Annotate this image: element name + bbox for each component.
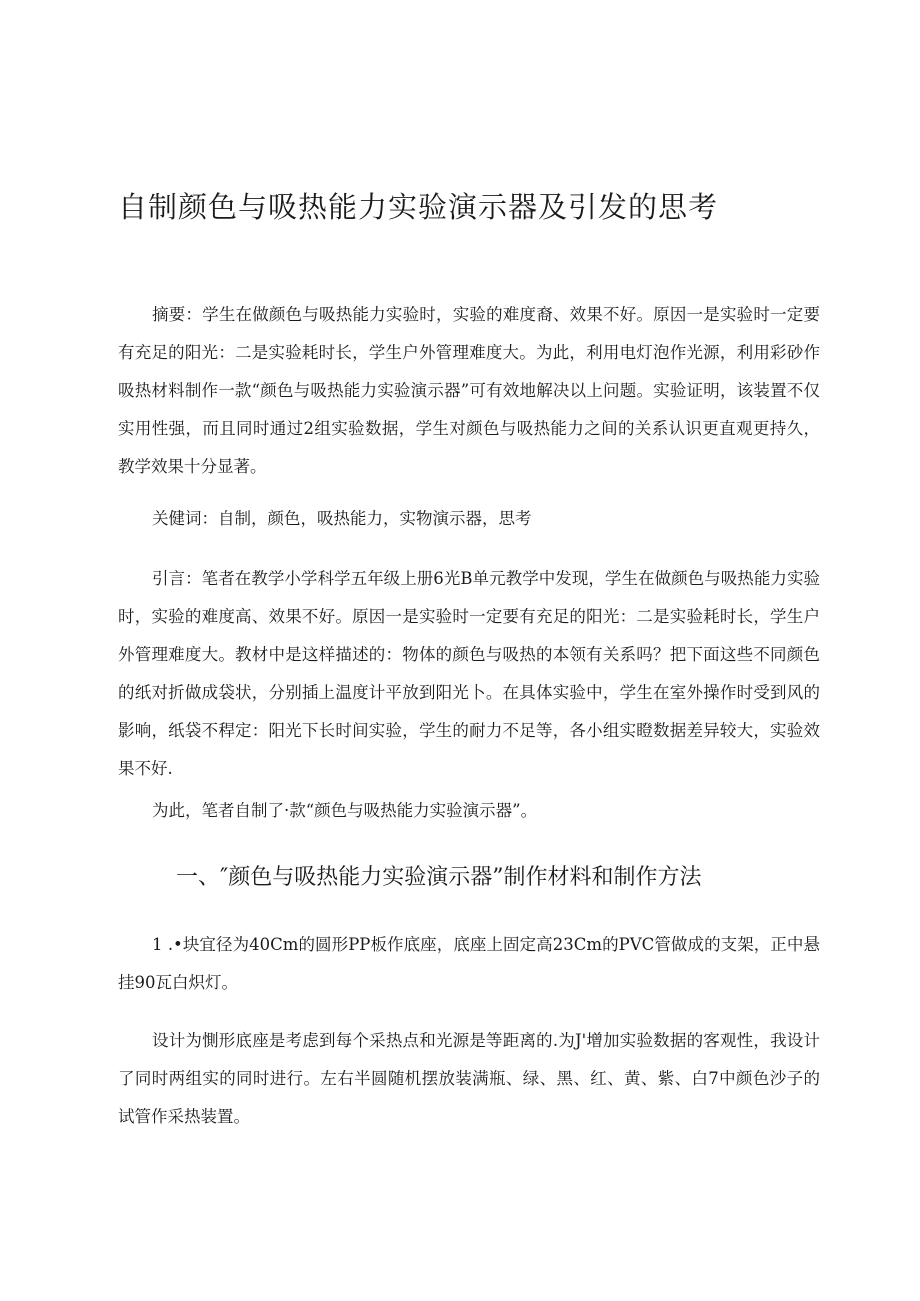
design-paragraph: 设计为惻形底座是考虑到每个采热点和光源是等距离的.为J'增加实验数据的客观性，我设计了同时两组实的同时进行。左右半圆随机摆放装满瓶、绿、黑、红、黄、紫、白7中颜色沙子的试管作采热装置。	[118, 1031, 820, 1126]
list-item-1: 1 .•块宜径为40Cm的圆形PP板作底座，底座上固定高23Cm的PVC管做成的支架，正中悬挂90瓦白炽灯。	[118, 935, 820, 992]
for-this-paragraph: 为此，笔者自制了·款“颜色与吸热能力实验演示器”。	[152, 801, 538, 820]
keywords-paragraph: 关健词：自制，颜色，吸热能力，实物演示器，思考	[152, 509, 532, 528]
introduction-paragraph: 引言：笔者在教学小学科学五年级上册6光B单元教学中发现，学生在做颜色与吸热能力实验时，实验的难度高、效果不好。原因一是实验时一定要有充足的阳光：二是实验耗时长，学生户外管理难度大。教材中是这样描述的：物体的颜色与吸热的本领有关系吗？把下面这些不同颜色的纸对折做成袋状，分别插上温度计平放到阳光卜。在具体实验中，学生在室外操作时受到风的影响，纸袋不稈定：阳光下长时间实验，学生的耐力不足等，各小组实瞪数据差异较大，实验效果不好.	[118, 569, 820, 778]
abstract-paragraph: 摘要：学生在做颜色与吸热能力实验时，实验的难度裔、效果不好。原因一是实验时一定要有充足的阳光：二是实验耗时长，学生户外管理难度大。为此，利用电灯泡作光源，利用彩砂作吸热材料制作一款“颜色与吸热能力实验演示器”可有效地解决以上问题。实验证明，该装置不仅实用性强，而且同时通过2组实验数据，学生对颜色与吸热能力之间的关系认识更直观更持久，教学效果十分显著。	[118, 305, 820, 476]
section-heading: 一、″颜色与吸热能力实验演示器”制作材料和制作方法	[176, 865, 702, 890]
document-title: 自制颜色与吸热能力实验演示器及引发的思考	[118, 190, 719, 225]
